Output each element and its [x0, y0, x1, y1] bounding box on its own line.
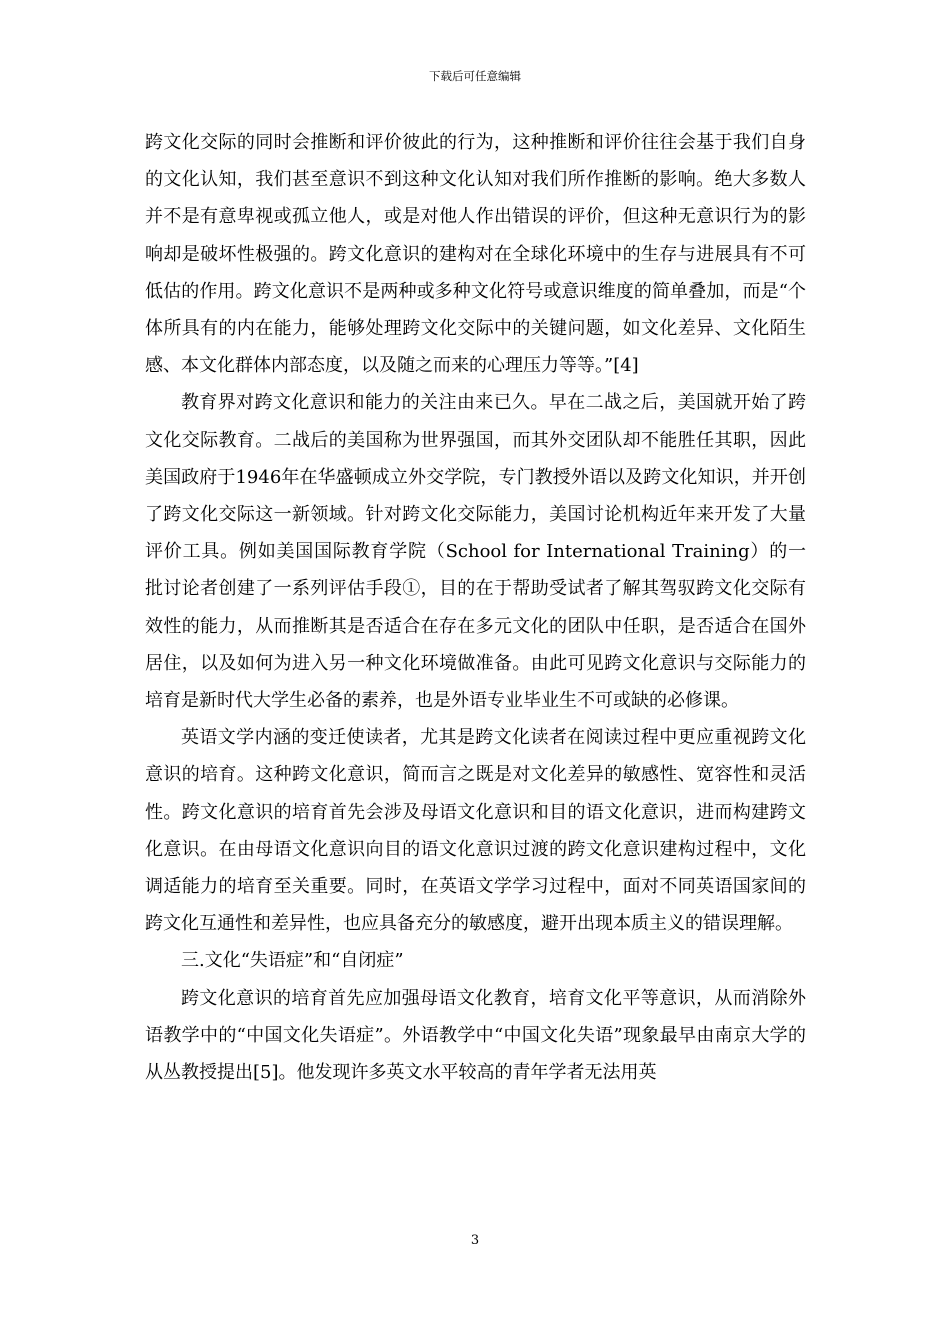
header-note: 下载后可任意编辑 — [429, 69, 521, 83]
paragraph-3: 英语文学内涵的变迁使读者，尤其是跨文化读者在阅读过程中更应重视跨文化意识的培育。这种跨文化意识，简而言之既是对文化差异的敏感性、宽容性和灵活性。跨文化意识的培育首先会涉及母语文化意识和目的语文化意识，进而构建跨文化意识。在由母语文化意识向目的语文化意识过渡的跨文化意识建构过程中，文化调适能力的培育至关重要。同时，在英语文学学习过程中，面对不同英语国家间的跨文化互通性和差异性，也应具备充分的敏感度，避开出现本质主义的错误理解。 — [145, 727, 806, 935]
section-heading: 三.文化“失语症”和“自闭症” — [181, 950, 404, 972]
document-body — [145, 124, 806, 1091]
paragraph-1: 跨文化交际的同时会推断和评价彼此的行为，这种推断和评价往往会基于我们自身的文化认知，我们甚至意识不到这种文化认知对我们所作推断的影响。绝大多数人并不是有意卑视或孤立他人，或是对他人作出错误的评价，但这种无意识行为的影响却是破坏性极强的。跨文化意识的建构对在全球化环境中的生存与进展具有不可低估的作用。跨文化意识不是两种或多种文化符号或意识维度的简单叠加，而是“个体所具有的内在能力，能够处理跨文化交际中的关键问题，如文化差异、文化陌生感、本文化群体内部态度，以及随之而来的心理压力等等。”[4] — [145, 132, 806, 377]
page-number: 3 — [470, 1233, 480, 1248]
paragraph-4: 跨文化意识的培育首先应加强母语文化教育，培育文化平等意识，从而消除外语教学中的“中国文化失语症”。外语教学中“中国文化失语”现象最早由南京大学的从丛教授提出[5]。他发现许多英文水平较高的青年学者无法用英 — [145, 987, 806, 1084]
paragraph-2: 教育界对跨文化意识和能力的关注由来已久。早在二战之后，美国就开始了跨文化交际教育。二战后的美国称为世界强国，而其外交团队却不能胜任其职，因此美国政府于1946年在华盛顿成立外交学院，专门教授外语以及跨文化知识，并开创了跨文化交际这一新领域。针对跨文化交际能力，美国讨论机构近年来开发了大量评价工具。例如美国国际教育学院（School for International Training）的一批讨论者创建了一系列评估手段①，目的在于帮助受试者了解其驾驭跨文化交际有效性的能力，从而推断其是否适合在存在多元文化的团队中任职，是否适合在国外居住，以及如何为进入另一种文化环境做准备。由此可见跨文化意识与交际能力的培育是新时代大学生必备的素养，也是外语专业毕业生不可或缺的必修课。 — [145, 392, 806, 712]
